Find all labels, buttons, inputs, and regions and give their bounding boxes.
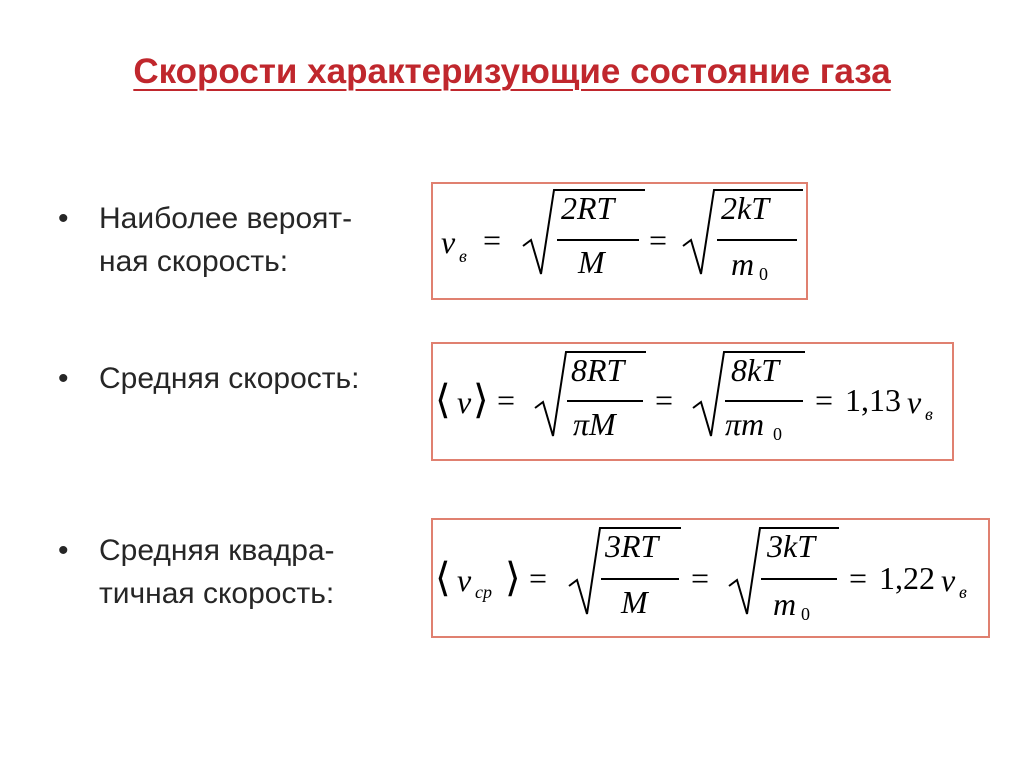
numerator: 8RT (571, 352, 625, 388)
equals-sign: = (483, 222, 502, 258)
left-angle-bracket: ⟨ (435, 377, 451, 422)
lhs-subscript: в (459, 246, 467, 266)
numerator: 8kT (731, 352, 779, 388)
lhs-var: v (441, 224, 456, 260)
bullet: • (58, 362, 69, 395)
result-coefficient: 1,13 (845, 382, 901, 418)
fraction-bar (717, 239, 797, 241)
denominator-subscript: 0 (759, 264, 768, 284)
equals-sign: = (691, 560, 710, 596)
equals-sign: = (649, 222, 668, 258)
equals-sign: = (529, 560, 548, 596)
formula-rms (431, 518, 990, 638)
item-label-line: Средняя квадра- (99, 534, 335, 567)
denominator: m (731, 246, 755, 282)
denominator-subscript: 0 (773, 424, 782, 444)
result-coefficient: 1,22 (879, 560, 935, 596)
fraction-bar (557, 239, 639, 241)
item-label-line: тичная скорость: (99, 577, 335, 610)
result-var: v (907, 384, 922, 420)
formula-most-probable (431, 182, 808, 300)
item-label-line: Средняя скорость: (99, 362, 360, 395)
denominator: m (773, 586, 797, 622)
equals-sign: = (815, 382, 834, 418)
right-angle-bracket: ⟩ (473, 377, 489, 422)
fraction-bar (725, 400, 803, 402)
fraction-bar (601, 578, 679, 580)
result-subscript: в (925, 404, 933, 424)
numerator: 2RT (561, 190, 615, 226)
item-label-line: ная скорость: (99, 245, 289, 278)
denominator: πM (573, 406, 616, 442)
bullet: • (58, 202, 69, 235)
right-angle-bracket: ⟩ (505, 555, 521, 600)
left-angle-bracket: ⟨ (435, 555, 451, 600)
numerator: 2kT (721, 190, 769, 226)
numerator: 3kT (767, 528, 815, 564)
result-subscript: в (959, 582, 967, 602)
lhs-subscript: ср (475, 582, 492, 602)
numerator: 3RT (605, 528, 659, 564)
slide-title: Скорости характеризующие состояние газа (133, 52, 891, 91)
equals-sign: = (497, 382, 516, 418)
fraction-bar (761, 578, 837, 580)
equals-sign: = (655, 382, 674, 418)
item-label-line: Наиболее вероят- (99, 202, 353, 235)
denominator: πm (725, 406, 765, 442)
formula-mean (431, 342, 954, 461)
equals-sign: = (849, 560, 868, 596)
lhs-var: v (457, 384, 472, 420)
result-var: v (941, 562, 956, 598)
lhs-var: v (457, 562, 472, 598)
denominator: M (578, 244, 605, 280)
denominator: M (621, 584, 648, 620)
fraction-bar (567, 400, 643, 402)
bullet: • (58, 534, 69, 567)
denominator-subscript: 0 (801, 604, 810, 624)
